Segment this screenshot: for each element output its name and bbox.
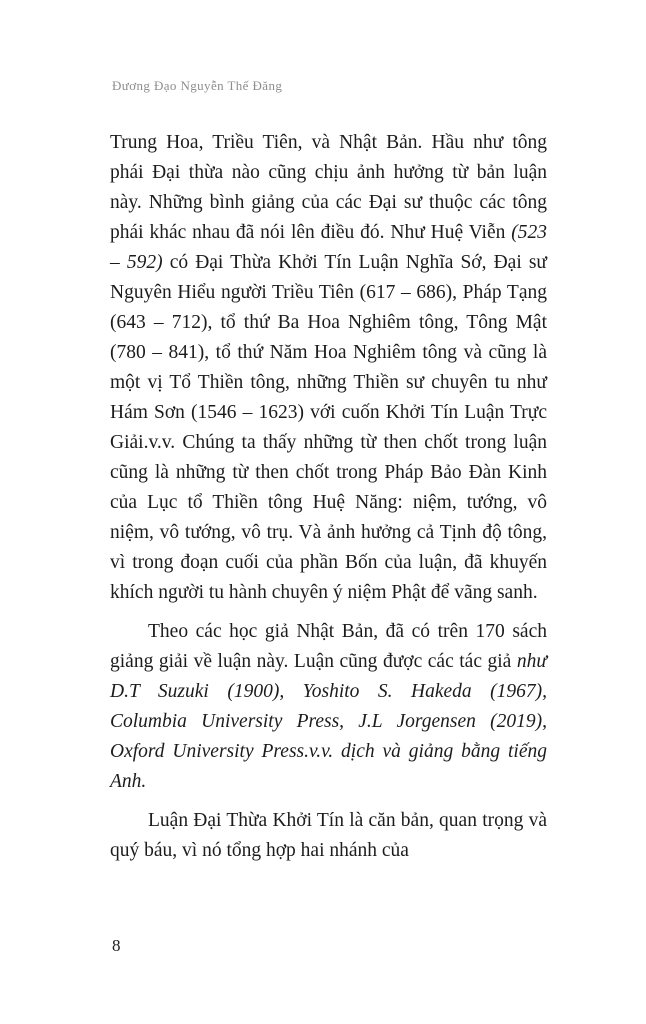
paragraph [110,128,547,608]
text-run: có Đại Thừa Khởi Tín Luận Nghĩa Sớ, Đại sư Nguyên Hiểu người Triều Tiên (617 – 686), Pháp Tạng (643 – 712), tổ thứ Ba Hoa Nghiêm tông, Tông Mật (780 – 841), tổ thứ Năm Hoa Nghiêm tông và cũng là một vị Tổ Thiền tông, những Thiền sư chuyên tu như Hám Sơn (1546 – 1623) với cuốn Khởi Tín Luận Trực Giải.v.v. Chúng ta thấy những từ then chốt trong luận cũng là những từ then chốt trong Pháp Bảo Đàn Kinh của Lục tổ Thiền tông Huệ Năng: niệm, tướng, vô niệm, vô tướng, vô trụ. Và ảnh hưởng cả Tịnh độ tông, vì trong đoạn cuối của phần Bốn của luận, đã khuyến khích người tu hành chuyên ý niệm Phật để vãng sanh. [110,252,547,603]
paragraph [110,617,547,797]
page-footer [112,936,121,956]
text-run: Trung Hoa, Triều Tiên, và Nhật Bản. Hầu như tông phái Đại thừa nào cũng chịu ảnh hưởng từ bản luận này. Những bình giảng của các Đại sư thuộc các tông phái khác nhau đã nói lên điều đó. Như Huệ Viễn [110,132,547,243]
running-header-text: Đương Đạo Nguyễn Thế Đăng [112,78,283,93]
text-block [110,128,547,866]
text-run: Theo các học giả Nhật Bản, đã có trên 170 sách giảng giải về luận này. Luận cũng được các tác giả [110,621,547,672]
running-header [112,78,282,94]
page-number: 8 [112,936,121,955]
text-run: Luận Đại Thừa Khởi Tín là căn bản, quan trọng và quý báu, vì nó tổng hợp hai nhánh của [110,810,547,861]
paragraph [110,806,547,866]
text-run: (523 – 592) [110,222,547,273]
text-run: như D.T Suzuki (1900), Yoshito S. Hakeda (1967), Columbia University Press, J.L Jorgensen (2019), Oxford University Press.v.v. dịch và giảng bằng tiếng Anh. [110,651,547,792]
